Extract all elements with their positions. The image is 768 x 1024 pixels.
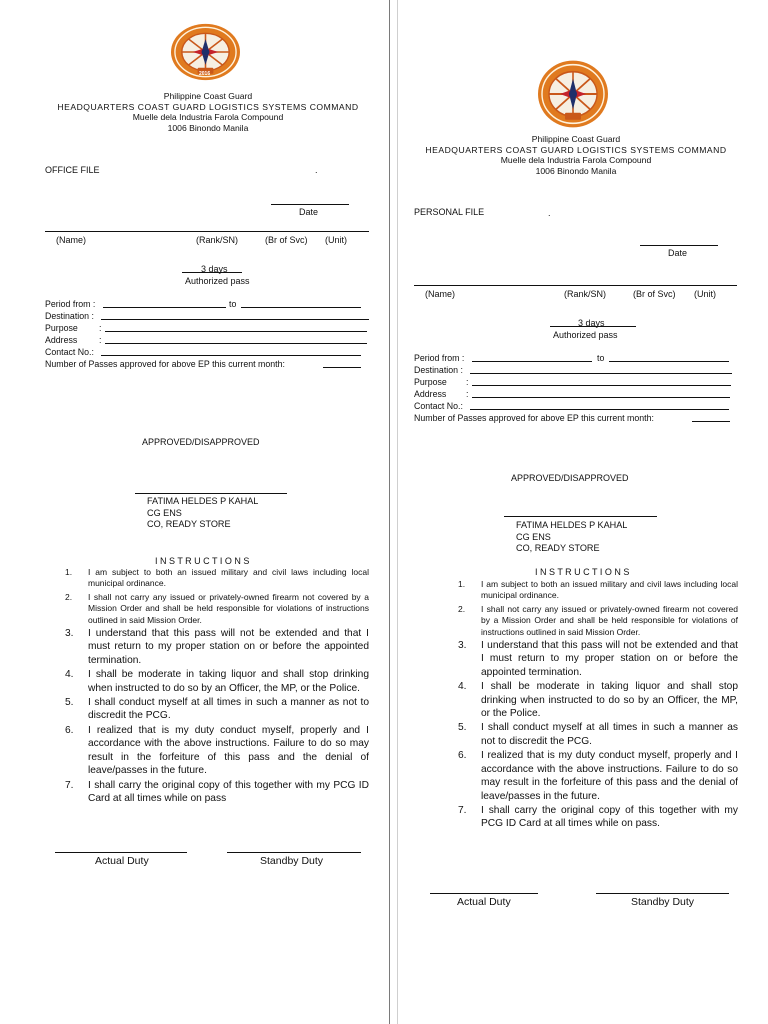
- name-label: (Name): [425, 289, 456, 299]
- signatory-name: FATIMA HELDES P KAHAL: [147, 496, 259, 506]
- name-line: [414, 285, 737, 286]
- hq-name: HEADQUARTERS COAST GUARD LOGISTICS SYSTEMS COMMAND: [57, 101, 359, 112]
- hq-name: HEADQUARTERS COAST GUARD LOGISTICS SYSTEMS COMMAND: [425, 144, 727, 155]
- to-label: to: [597, 353, 605, 363]
- passes-count-field[interactable]: [692, 421, 730, 422]
- contact-field[interactable]: [101, 355, 361, 356]
- actual-duty-label: Actual Duty: [457, 896, 511, 908]
- pass-details: [414, 352, 734, 424]
- instruction-item: 6. I realized that is my duty conduct myself, properly and I accordance with the above instructions. Failure to do so may result in the forfeiture of this pass and the denial of leave/passes in the future.: [458, 750, 738, 802]
- letterhead: [425, 134, 726, 176]
- address-line-1: Muelle dela Industria Farola Compound: [132, 112, 284, 122]
- passes-count-label: Number of Passes approved for above EP this current month:: [414, 413, 654, 423]
- days-line: [182, 272, 242, 273]
- instructions-list: [65, 567, 369, 805]
- contact-label: Contact No.:: [45, 347, 94, 357]
- instruction-item: 4. I shall be moderate in taking liquor and shall stop drinking when instructed to do so by an Officer, the MP, or the Police.: [65, 669, 369, 694]
- approval-status: APPROVED/DISAPPROVED: [511, 473, 629, 483]
- signature-line: [504, 516, 657, 517]
- period-from-field[interactable]: [103, 307, 226, 308]
- instruction-item: 3. I understand that this pass will not be extended and that I must return to my proper station on or before the appointed termination.: [65, 628, 369, 666]
- rank-label: (Rank/SN): [196, 235, 239, 245]
- seal-year: 2016: [199, 71, 211, 77]
- purpose-colon: :: [466, 377, 469, 387]
- instruction-item: 4. I shall be moderate in taking liquor and shall stop drinking when instructed to do so by an Officer, the MP, or the Police.: [458, 681, 738, 720]
- period-to-field[interactable]: [241, 307, 361, 308]
- signatory-rank: CG ENS: [516, 531, 551, 542]
- address-line-2: 1006 Binondo Manila: [535, 165, 617, 176]
- period-to-field[interactable]: [609, 361, 729, 362]
- signatory-block: [516, 520, 627, 555]
- passes-count-field[interactable]: [323, 367, 361, 368]
- date-label: Date: [668, 248, 688, 258]
- letterhead: [57, 91, 358, 133]
- pcg-seal-icon: [537, 60, 609, 128]
- name-label: (Name): [56, 235, 87, 245]
- contact-field[interactable]: [470, 409, 729, 410]
- contact-label: Contact No.:: [414, 401, 463, 411]
- date-line: [271, 204, 349, 205]
- instruction-item: 5. I shall conduct myself at all times in such a manner as not to discredit the PCG.: [65, 697, 369, 722]
- actual-duty-label: Actual Duty: [95, 855, 149, 867]
- destination-field[interactable]: [101, 319, 369, 320]
- dot-mark: .: [315, 165, 318, 175]
- date-label: Date: [299, 207, 319, 217]
- instruction-item: 5. I shall conduct myself at all times in such a manner as not to discredit the PCG.: [458, 722, 738, 747]
- personal-file-copy: [398, 0, 768, 1024]
- address-colon: :: [466, 389, 469, 399]
- name-line: [45, 231, 369, 232]
- signatory-position: CO, READY STORE: [147, 519, 231, 529]
- days-value: 3 days: [201, 264, 228, 274]
- passes-count-label: Number of Passes approved for above EP this current month:: [45, 359, 285, 369]
- address-field[interactable]: [105, 343, 367, 344]
- instruction-item: 3. I understand that this pass will not be extended and that I must return to my proper station on or before the appointed termination.: [458, 640, 738, 678]
- address-label: Address: [45, 335, 78, 345]
- unit-label: (Unit): [694, 289, 716, 299]
- instruction-item: 1. I am subject to both an issued military and civil laws including local municipal ordinance.: [458, 579, 738, 601]
- purpose-field[interactable]: [105, 331, 367, 332]
- instruction-item: 6. I realized that is my duty conduct myself, properly and I accordance with the above instructions. Failure to do so may result in the forfeiture of this pass and the denial of leave/passes in the future.: [65, 724, 369, 777]
- days-value: 3 days: [578, 318, 605, 328]
- period-from-label: Period from :: [45, 299, 96, 309]
- instruction-item: 7. I shall carry the original copy of this together with my PCG ID Card at all times while on pass: [65, 779, 369, 804]
- instructions-list: [458, 579, 738, 831]
- standby-duty-label: Standby Duty: [631, 896, 695, 908]
- actual-duty-line: [430, 893, 538, 894]
- signature-line: [135, 493, 287, 494]
- standby-duty-label: Standby Duty: [260, 855, 324, 867]
- instruction-item: 2. I shall not carry any issued or privately-owned firearm not covered by a Mission Order and shall be held responsible for violations of instructions outlined in said Mission Order.: [458, 603, 738, 637]
- purpose-colon: :: [99, 323, 102, 333]
- address-label: Address: [414, 389, 447, 399]
- purpose-label: Purpose: [414, 377, 447, 387]
- actual-duty-line: [55, 852, 187, 853]
- signatory-position: CO, READY STORE: [516, 543, 600, 553]
- purpose-label: Purpose: [45, 323, 78, 333]
- signatory-rank: CG ENS: [147, 507, 182, 518]
- date-line: [640, 245, 718, 246]
- org-name: Philippine Coast Guard: [163, 91, 253, 101]
- dot-mark: .: [548, 208, 551, 218]
- period-from-label: Period from :: [414, 353, 465, 363]
- instruction-item: 7. I shall carry the original copy of this together with my PCG ID Card at all times while on pass.: [458, 804, 738, 830]
- file-type-label: OFFICE FILE: [45, 165, 100, 175]
- address-colon: :: [99, 335, 102, 345]
- address-field[interactable]: [472, 397, 730, 398]
- org-name: Philippine Coast Guard: [531, 134, 621, 144]
- destination-label: Destination :: [45, 311, 94, 321]
- pass-type: Authorized pass: [185, 276, 250, 286]
- days-line: [550, 326, 636, 327]
- pass-details: [45, 298, 370, 370]
- file-type-label: PERSONAL FILE: [414, 207, 485, 217]
- branch-label: (Br of Svc): [633, 289, 676, 299]
- destination-field[interactable]: [470, 373, 732, 374]
- instruction-item: 2. I shall not carry any issued or privately-owned firearm not covered by a Mission Order and shall be held responsible for violations of instructions outlined in said Mission Order.: [65, 591, 369, 625]
- approval-status: APPROVED/DISAPPROVED: [142, 437, 260, 447]
- branch-label: (Br of Svc): [265, 235, 308, 245]
- standby-duty-line: [227, 852, 361, 853]
- instruction-item: 1. I am subject to both an issued military and civil laws including local municipal ordinance.: [65, 567, 369, 589]
- period-from-field[interactable]: [472, 361, 592, 362]
- signatory-block: [147, 496, 258, 531]
- signatory-name: FATIMA HELDES P KAHAL: [516, 520, 628, 530]
- address-line-2: 1006 Binondo Manila: [167, 122, 249, 133]
- to-label: to: [229, 299, 237, 309]
- instructions-title: I N S T R U C T I O N S: [155, 556, 250, 566]
- rank-label: (Rank/SN): [564, 289, 607, 299]
- instructions-title: I N S T R U C T I O N S: [535, 567, 630, 577]
- purpose-field[interactable]: [472, 385, 731, 386]
- standby-duty-line: [596, 893, 729, 894]
- unit-label: (Unit): [325, 235, 347, 245]
- destination-label: Destination :: [414, 365, 463, 375]
- pass-type: Authorized pass: [553, 330, 618, 340]
- address-line-1: Muelle dela Industria Farola Compound: [500, 155, 652, 165]
